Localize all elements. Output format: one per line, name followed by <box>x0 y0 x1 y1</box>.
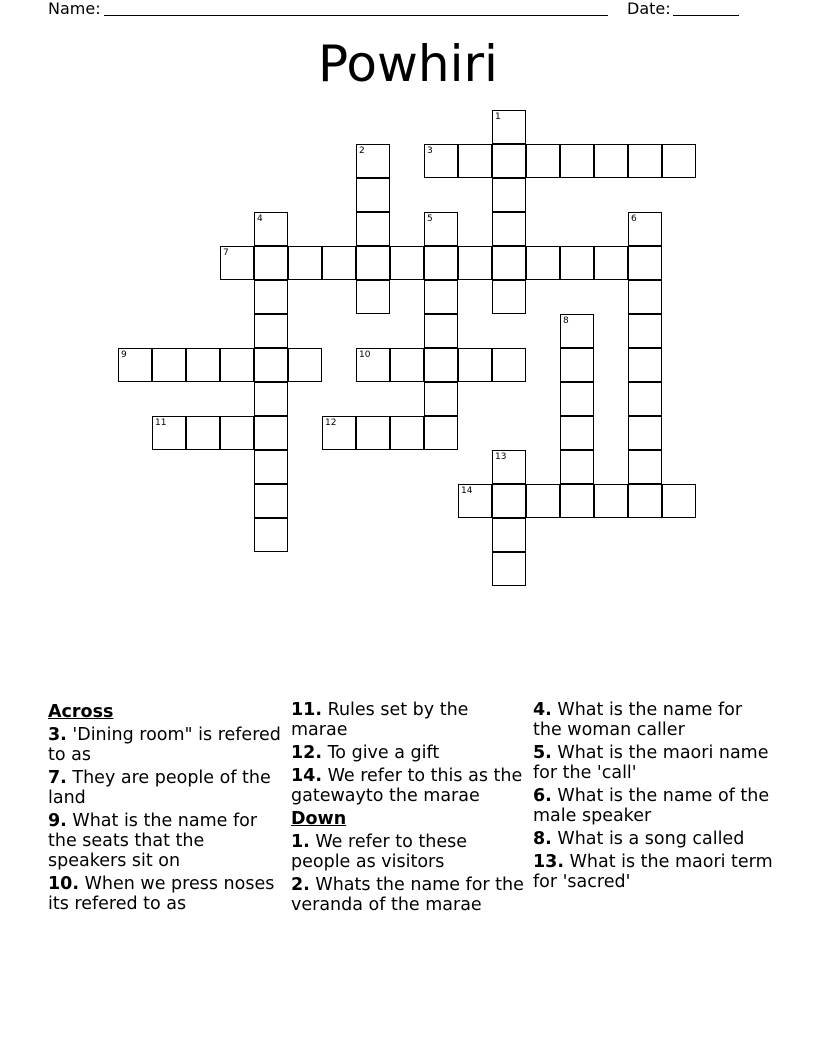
grid-cell[interactable] <box>492 178 526 212</box>
clue-down-8: 8. What is a song called <box>533 829 745 849</box>
grid-cell[interactable] <box>356 144 390 178</box>
name-label: Name: <box>48 0 101 18</box>
date-label: Date: <box>627 0 671 18</box>
grid-cell[interactable] <box>560 450 594 484</box>
clue-number: 7 <box>223 248 229 258</box>
grid-cell[interactable] <box>628 450 662 484</box>
grid-cell[interactable] <box>560 314 594 348</box>
grid-cell[interactable] <box>186 416 220 450</box>
grid-cell[interactable] <box>594 144 628 178</box>
grid-cell[interactable] <box>356 212 390 246</box>
grid-cell[interactable] <box>628 314 662 348</box>
grid-cell[interactable] <box>628 484 662 518</box>
grid-cell[interactable] <box>254 518 288 552</box>
grid-cell[interactable] <box>424 212 458 246</box>
clue-number: 10 <box>359 350 371 360</box>
grid-cell[interactable] <box>356 178 390 212</box>
grid-cell[interactable] <box>186 348 220 382</box>
grid-cell[interactable] <box>560 348 594 382</box>
grid-cell[interactable] <box>560 416 594 450</box>
grid-cell[interactable] <box>322 416 356 450</box>
clue-across-7: 7. They are people of the land <box>48 768 271 808</box>
clue-number: 5 <box>427 214 433 224</box>
grid-cell[interactable] <box>560 144 594 178</box>
clue-across-11: 11. Rules set by the marae <box>291 700 469 740</box>
grid-cell[interactable] <box>322 246 356 280</box>
grid-cell[interactable] <box>356 416 390 450</box>
clue-down-6: 6. What is the name of the male speaker <box>533 786 770 826</box>
clues-column-1 <box>48 700 283 917</box>
grid-cell[interactable] <box>424 382 458 416</box>
grid-cell[interactable] <box>594 246 628 280</box>
grid-cell[interactable] <box>492 110 526 144</box>
grid-cell[interactable] <box>526 484 560 518</box>
grid-cell[interactable] <box>152 348 186 382</box>
grid-cell[interactable] <box>492 280 526 314</box>
clue-number: 4 <box>257 214 263 224</box>
grid-cell[interactable] <box>526 246 560 280</box>
grid-cell[interactable] <box>220 416 254 450</box>
clue-down-5: 5. What is the maori name for the 'call' <box>533 743 769 783</box>
grid-cell[interactable] <box>254 382 288 416</box>
clue-number: 12 <box>325 418 337 428</box>
grid-cell[interactable] <box>356 246 390 280</box>
grid-cell[interactable] <box>628 348 662 382</box>
clue-down-1: 1. We refer to these people as visitors <box>291 832 468 872</box>
grid-cell[interactable] <box>492 450 526 484</box>
clue-number: 2 <box>359 146 365 156</box>
grid-cell[interactable] <box>628 416 662 450</box>
grid-cell[interactable] <box>492 518 526 552</box>
grid-cell[interactable] <box>662 144 696 178</box>
grid-cell[interactable] <box>628 246 662 280</box>
grid-cell[interactable] <box>560 382 594 416</box>
clue-number: 8 <box>563 316 569 326</box>
grid-cell[interactable] <box>492 348 526 382</box>
grid-cell[interactable] <box>458 484 492 518</box>
grid-cell[interactable] <box>424 348 458 382</box>
grid-cell[interactable] <box>628 382 662 416</box>
clue-down-4: 4. What is the name for the woman caller <box>533 700 743 740</box>
grid-cell[interactable] <box>628 280 662 314</box>
grid-cell[interactable] <box>424 246 458 280</box>
down-heading: Down <box>291 809 347 829</box>
grid-cell[interactable] <box>254 416 288 450</box>
grid-cell[interactable] <box>254 314 288 348</box>
grid-cell[interactable] <box>560 246 594 280</box>
page-title: Powhiri <box>318 35 498 93</box>
across-heading: Across <box>48 702 114 722</box>
grid-cell[interactable] <box>356 280 390 314</box>
grid-cell[interactable] <box>662 484 696 518</box>
grid-cell[interactable] <box>254 280 288 314</box>
clue-number: 11 <box>155 418 167 428</box>
grid-cell[interactable] <box>390 348 424 382</box>
clue-number: 1 <box>495 112 501 122</box>
grid-cell[interactable] <box>288 246 322 280</box>
clue-number: 3 <box>427 146 433 156</box>
grid-cell[interactable] <box>254 348 288 382</box>
grid-cell[interactable] <box>254 450 288 484</box>
grid-cell[interactable] <box>492 144 526 178</box>
clue-down-13: 13. What is the maori term for 'sacred' <box>533 852 773 892</box>
clue-across-3: 3. 'Dining room" is refered to as <box>48 725 281 765</box>
grid-cell[interactable] <box>424 416 458 450</box>
grid-cell[interactable] <box>288 348 322 382</box>
clue-number: 9 <box>121 350 127 360</box>
grid-cell[interactable] <box>254 246 288 280</box>
clue-number: 13 <box>495 452 507 462</box>
clue-across-12: 12. To give a gift <box>291 743 440 763</box>
grid-cell[interactable] <box>492 552 526 586</box>
grid-cell[interactable] <box>220 246 254 280</box>
clue-down-2: 2. Whats the name for the veranda of the marae <box>291 875 524 915</box>
clues-column-2 <box>291 700 526 918</box>
grid-cell[interactable] <box>628 144 662 178</box>
grid-cell[interactable] <box>594 484 628 518</box>
grid-cell[interactable] <box>254 212 288 246</box>
grid-cell[interactable] <box>356 348 390 382</box>
clues-column-3 <box>533 700 773 895</box>
grid-cell[interactable] <box>424 280 458 314</box>
grid-cell[interactable] <box>458 246 492 280</box>
clue-number: 14 <box>461 486 473 496</box>
clue-number: 6 <box>631 214 637 224</box>
grid-cell[interactable] <box>458 144 492 178</box>
grid-cell[interactable] <box>424 144 458 178</box>
grid-cell[interactable] <box>560 484 594 518</box>
grid-cell[interactable] <box>492 484 526 518</box>
grid-cell[interactable] <box>390 246 424 280</box>
clue-across-9: 9. What is the name for the seats that the speakers sit on <box>48 811 258 871</box>
grid-cell[interactable] <box>628 212 662 246</box>
grid-cell[interactable] <box>254 484 288 518</box>
clue-across-10: 10. When we press noses its refered to as <box>48 874 275 914</box>
grid-cell[interactable] <box>118 348 152 382</box>
grid-cell[interactable] <box>526 144 560 178</box>
grid-cell[interactable] <box>390 416 424 450</box>
grid-cell[interactable] <box>458 348 492 382</box>
grid-cell[interactable] <box>492 212 526 246</box>
grid-cell[interactable] <box>424 314 458 348</box>
clue-across-14: 14. We refer to this as the gatewayto the marae <box>291 766 523 806</box>
grid-cell[interactable] <box>152 416 186 450</box>
grid-cell[interactable] <box>220 348 254 382</box>
grid-cell[interactable] <box>492 246 526 280</box>
